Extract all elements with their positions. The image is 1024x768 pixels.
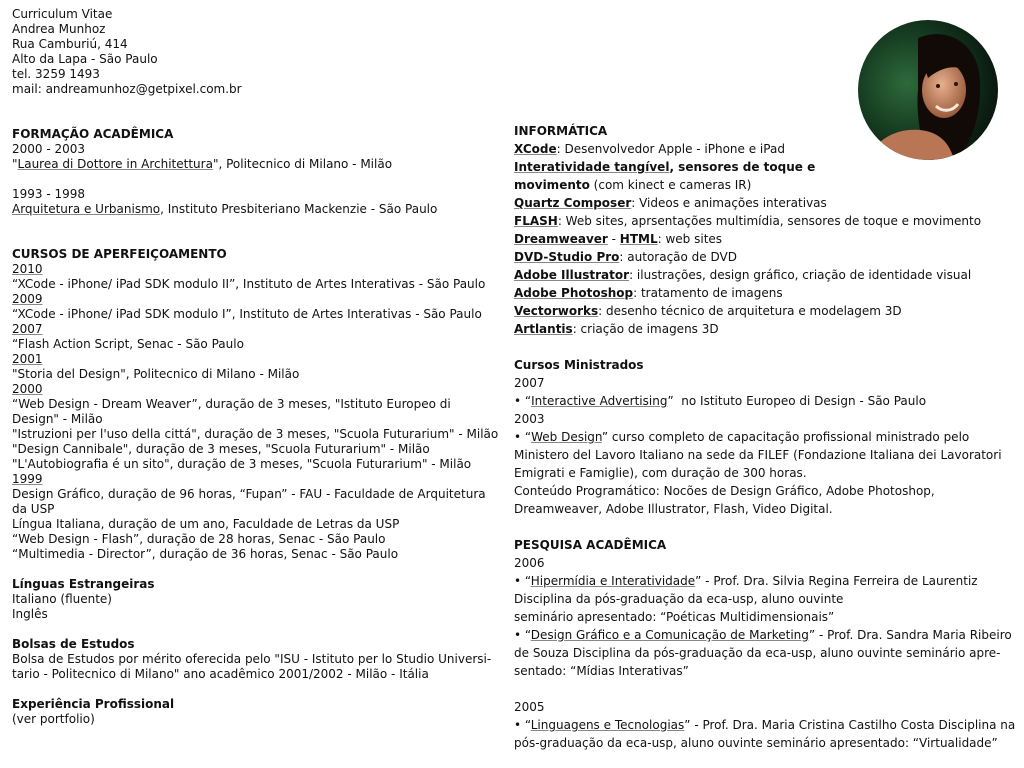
skill-link[interactable]: XCode bbox=[514, 142, 557, 156]
course-line: “Flash Action Script, Senac - São Paulo bbox=[12, 337, 244, 351]
year-label: 2010 bbox=[12, 262, 43, 276]
formacao-entry: Arquitetura e Urbanismo, Instituto Presbiteriano Mackenzie - São Paulo bbox=[12, 202, 438, 216]
section-heading: Cursos Ministrados bbox=[514, 358, 644, 372]
research-link[interactable]: Hipermídia e Interatividade bbox=[530, 574, 696, 588]
section-heading: Experiência Profissional bbox=[12, 697, 175, 711]
skill-link[interactable]: FLASH bbox=[514, 214, 558, 228]
course-content: Conteúdo Programático: Nocões de Design Gráfico, Adobe Photoshop, Dreamweaver, Adobe Illustrator, Flash, Video Digital. bbox=[514, 484, 935, 516]
cursos-section bbox=[12, 247, 500, 562]
research-line: de Souza Disciplina da pós-graduação da eca-usp, aluno ouvinte seminário apre- bbox=[514, 646, 1001, 660]
formacao-years: 2000 - 2003 bbox=[12, 142, 86, 156]
year-label: 1999 bbox=[12, 472, 43, 486]
research-item: • “Linguagens e Tecnologias” - Prof. Dra. Maria Cristina Castilho Costa Disciplina na bbox=[514, 718, 1016, 732]
experiencia-line: (ver portfolio) bbox=[12, 712, 95, 726]
skill-link[interactable]: Adobe Illustrator bbox=[514, 268, 630, 282]
skill-link[interactable]: HTML bbox=[619, 232, 658, 246]
year-label: 2006 bbox=[514, 556, 545, 570]
taught-course: • “Interactive Advertising” no Istituto Europeo di Design - São Paulo bbox=[514, 394, 927, 408]
skill-link[interactable]: Adobe Photoshop bbox=[514, 286, 634, 300]
skill-link[interactable]: Artlantis bbox=[514, 322, 573, 336]
bolsa-line: Bolsa de Estudos por mérito oferecida pelo "ISU - Istituto per lo Studio Universi- bbox=[12, 652, 492, 666]
phone-text: tel. 3259 1493 bbox=[12, 67, 100, 81]
address-street: Rua Camburiú, 414 bbox=[12, 37, 128, 51]
skill-line: Adobe Photoshop: tratamento de imagens bbox=[514, 286, 783, 300]
formacao-section bbox=[12, 127, 500, 217]
course-line: “XCode - iPhone/ iPad SDK modulo I”, Instituto de Artes Interativas - São Paulo bbox=[12, 307, 482, 321]
course-link[interactable]: Interactive Advertising bbox=[531, 394, 668, 408]
course-line: “Multimedia - Director”, duração de 36 horas, Senac - São Paulo bbox=[12, 547, 399, 561]
year-label: 2007 bbox=[12, 322, 43, 336]
course-line: Design Gráfico, duração de 96 horas, “Fupan” - FAU - Faculdade de Arquitetura da USP bbox=[12, 487, 486, 516]
skill-line: Interatividade tangível, sensores de toque e bbox=[514, 160, 816, 174]
research-link[interactable]: Linguagens e Tecnologias bbox=[530, 718, 685, 732]
email-text: mail: andreamunhoz@getpixel.com.br bbox=[12, 82, 242, 96]
section-heading: Línguas Estrangeiras bbox=[12, 577, 155, 591]
course-line: "Istruzioni per l'uso della cittá", duração de 3 meses, "Scuola Futurarium" - Milão bbox=[12, 427, 499, 441]
skill-line: Artlantis: criação de imagens 3D bbox=[514, 322, 719, 336]
course-link[interactable]: Web Design bbox=[531, 430, 602, 444]
bolsa-line: tario - Politecnico di Milano" ano acadêmico 2001/2002 - Milão - Itália bbox=[12, 667, 429, 681]
skill-link[interactable]: Interatividade tangível bbox=[514, 160, 670, 174]
research-line: seminário apresentado: “Poéticas Multidimensionais” bbox=[514, 610, 835, 624]
year-label: 2005 bbox=[514, 700, 545, 714]
formacao-years: 1993 - 1998 bbox=[12, 187, 86, 201]
contact-block bbox=[12, 7, 500, 97]
year-label: 2000 bbox=[12, 382, 43, 396]
section-heading: INFORMÁTICA bbox=[514, 124, 608, 138]
skill-link[interactable]: DVD-Studio Pro bbox=[514, 250, 620, 264]
section-heading: FORMAÇÃO ACADÊMICA bbox=[12, 127, 174, 141]
skill-link[interactable]: Vectorworks bbox=[514, 304, 599, 318]
formacao-link[interactable]: Arquitetura e Urbanismo bbox=[12, 202, 161, 216]
skill-line: XCode: Desenvolvedor Apple - iPhone e iPad bbox=[514, 142, 785, 156]
course-line: “Web Design - Dream Weaver”, duração de 3 meses, "Istituto Europeo di Design" - Milão bbox=[12, 397, 451, 426]
skill-line: Dreamweaver - HTML: web sites bbox=[514, 232, 723, 246]
skill-line: FLASH: Web sites, aprsentações multimídia, sensores de toque e movimento bbox=[514, 214, 982, 228]
linguas-section bbox=[12, 577, 500, 622]
course-line: Língua Italiana, duração de um ano, Faculdade de Letras da USP bbox=[12, 517, 400, 531]
research-item: • “Hipermídia e Interatividade” - Prof. Dra. Silvia Regina Ferreira de Laurentiz bbox=[514, 574, 978, 588]
skill-line: Quartz Composer: Videos e animações interativas bbox=[514, 196, 827, 210]
research-line: Disciplina da pós-graduação da eca-usp, aluno ouvinte bbox=[514, 592, 844, 606]
skill-line: Adobe Illustrator: ilustrações, design gráfico, criação de identidade visual bbox=[514, 268, 972, 282]
language-line: Inglês bbox=[12, 607, 48, 621]
formacao-entry: "Laurea di Dottore in Architettura", Politecnico di Milano - Milão bbox=[12, 157, 393, 171]
course-line: "Design Cannibale", duração de 3 meses, "Scuola Futurarium" - Milão bbox=[12, 442, 430, 456]
year-label: 2007 bbox=[514, 376, 545, 390]
year-label: 2001 bbox=[12, 352, 43, 366]
document-title: Curriculum Vitae bbox=[12, 7, 113, 21]
course-line: “Web Design - Flash”, duração de 28 horas, Senac - São Paulo bbox=[12, 532, 386, 546]
course-line: "Storia del Design", Politecnico di Milano - Milão bbox=[12, 367, 300, 381]
skill-line: Vectorworks: desenho técnico de arquitetura e modelagem 3D bbox=[514, 304, 902, 318]
year-label: 2003 bbox=[514, 412, 545, 426]
research-line: sentado: “Mídias Interativas” bbox=[514, 664, 689, 678]
course-line: “XCode - iPhone/ iPad SDK modulo II”, Instituto de Artes Interativas - São Paulo bbox=[12, 277, 486, 291]
skill-line: movimento (com kinect e cameras IR) bbox=[514, 178, 752, 192]
section-heading: Bolsas de Estudos bbox=[12, 637, 135, 651]
bolsas-section bbox=[12, 637, 500, 682]
language-line: Italiano (fluente) bbox=[12, 592, 112, 606]
section-heading: CURSOS DE APERFEIÇOAMENTO bbox=[12, 247, 227, 261]
experiencia-section bbox=[12, 697, 500, 727]
right-column bbox=[514, 122, 1019, 752]
year-label: 2009 bbox=[12, 292, 43, 306]
address-district: Alto da Lapa - São Paulo bbox=[12, 52, 158, 66]
formacao-link[interactable]: Laurea di Dottore in Architettura bbox=[17, 157, 213, 171]
section-heading: PESQUISA ACADÊMICA bbox=[514, 538, 667, 552]
skill-line: DVD-Studio Pro: autoração de DVD bbox=[514, 250, 737, 264]
pesquisa-section bbox=[514, 536, 1019, 752]
person-name: Andrea Munhoz bbox=[12, 22, 106, 36]
skill-link[interactable]: Dreamweaver bbox=[514, 232, 608, 246]
course-line: "L'Autobiografia é un sito", duração de 3 meses, "Scuola Futurarium" - Milão bbox=[12, 457, 472, 471]
left-column bbox=[12, 7, 500, 727]
taught-course: • “Web Design” curso completo de capacitação profissional ministrado pelo Ministero del Lavoro Italiano na sede da FILEF (Fondazione Italiana dei Lavoratori Emigrati e Famiglie), com duração de 300 horas. bbox=[514, 430, 1002, 480]
skill-link[interactable]: Quartz Composer bbox=[514, 196, 632, 210]
research-line: pós-graduação da eca-usp, aluno ouvinte seminário apresentado: “Virtualidade” bbox=[514, 736, 998, 750]
research-link[interactable]: Design Gráfico e a Comunicação de Marketing bbox=[530, 628, 809, 642]
informatica-section bbox=[514, 122, 1019, 338]
ministrados-section bbox=[514, 356, 1019, 518]
research-item: • “Design Gráfico e a Comunicação de Marketing” - Prof. Dra. Sandra Maria Ribeiro bbox=[514, 628, 1012, 642]
